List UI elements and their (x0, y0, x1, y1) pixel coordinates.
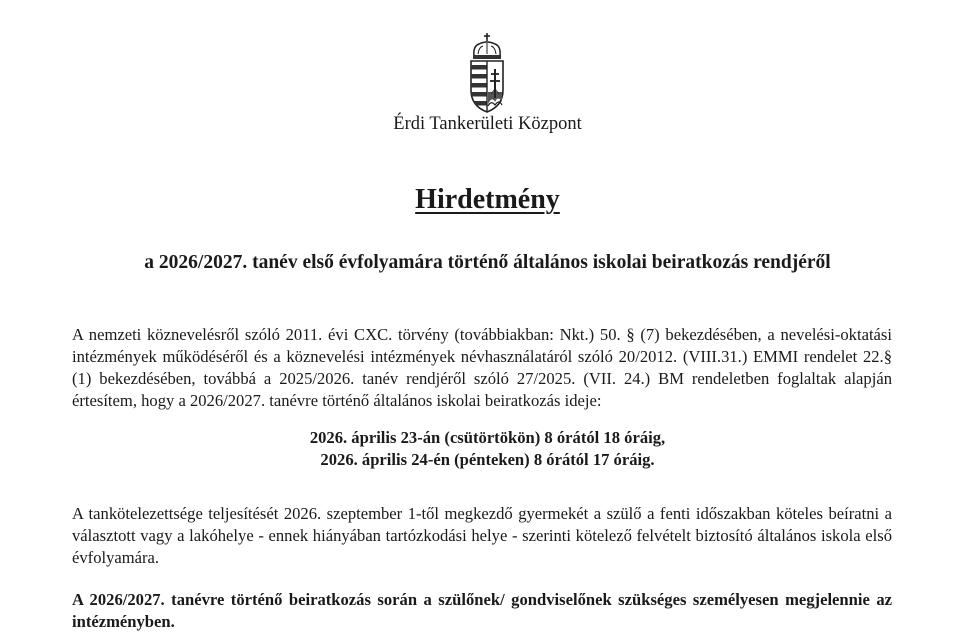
document-subtitle: a 2026/2027. tanév első évfolyamára történő általános iskolai beiratkozás rendjéről (144, 252, 831, 273)
attendance-paragraph: A 2026/2027. tanévre történő beiratkozás során a szülőnek/ gondviselőnek szükséges személyesen megjelennie az intézményben. (72, 590, 892, 631)
hungarian-coat-of-arms-icon (465, 32, 509, 114)
intro-paragraph: A nemzeti köznevelésről szóló 2011. évi CXC. törvény (továbbiakban: Nkt.) 50. § (7) bekezdésében, a nevelési-oktatási intézmények működéséről és a köznevelési intézmények névhasználatáról szóló 20/2012. (VIII.31.) EMMI rendelet 22.§ (1) bekezdésében, továbbá a 2025/2026. tanév rendjéről szóló 27/2025. (VII. 24.) BM rendeletben foglaltak alapján értesítem, hogy a 2026/2027. tanévre történő általános iskolai beiratkozás ideje: (72, 325, 892, 410)
enrollment-dates (0, 427, 960, 471)
enrollment-date-line: 2026. április 23-án (csütörtökön) 8 órától 18 óráig, (309, 428, 666, 447)
obligation-paragraph: A tankötelezettsége teljesítését 2026. szeptember 1-től megkezdő gyermekét a szülő a fenti időszakban köteles beíratni a választott vagy a lakóhelye - ennek hiányában tartózkodási helye - szerinti kötelező felvételt biztosító általános iskola első évfolyamára. (72, 504, 892, 567)
document-title: Hirdetmény (415, 184, 560, 215)
organization-name: Érdi Tankerületi Központ (393, 114, 582, 134)
enrollment-date-line: 2026. április 24-én (pénteken) 8 órától 17 óráig. (320, 450, 655, 469)
